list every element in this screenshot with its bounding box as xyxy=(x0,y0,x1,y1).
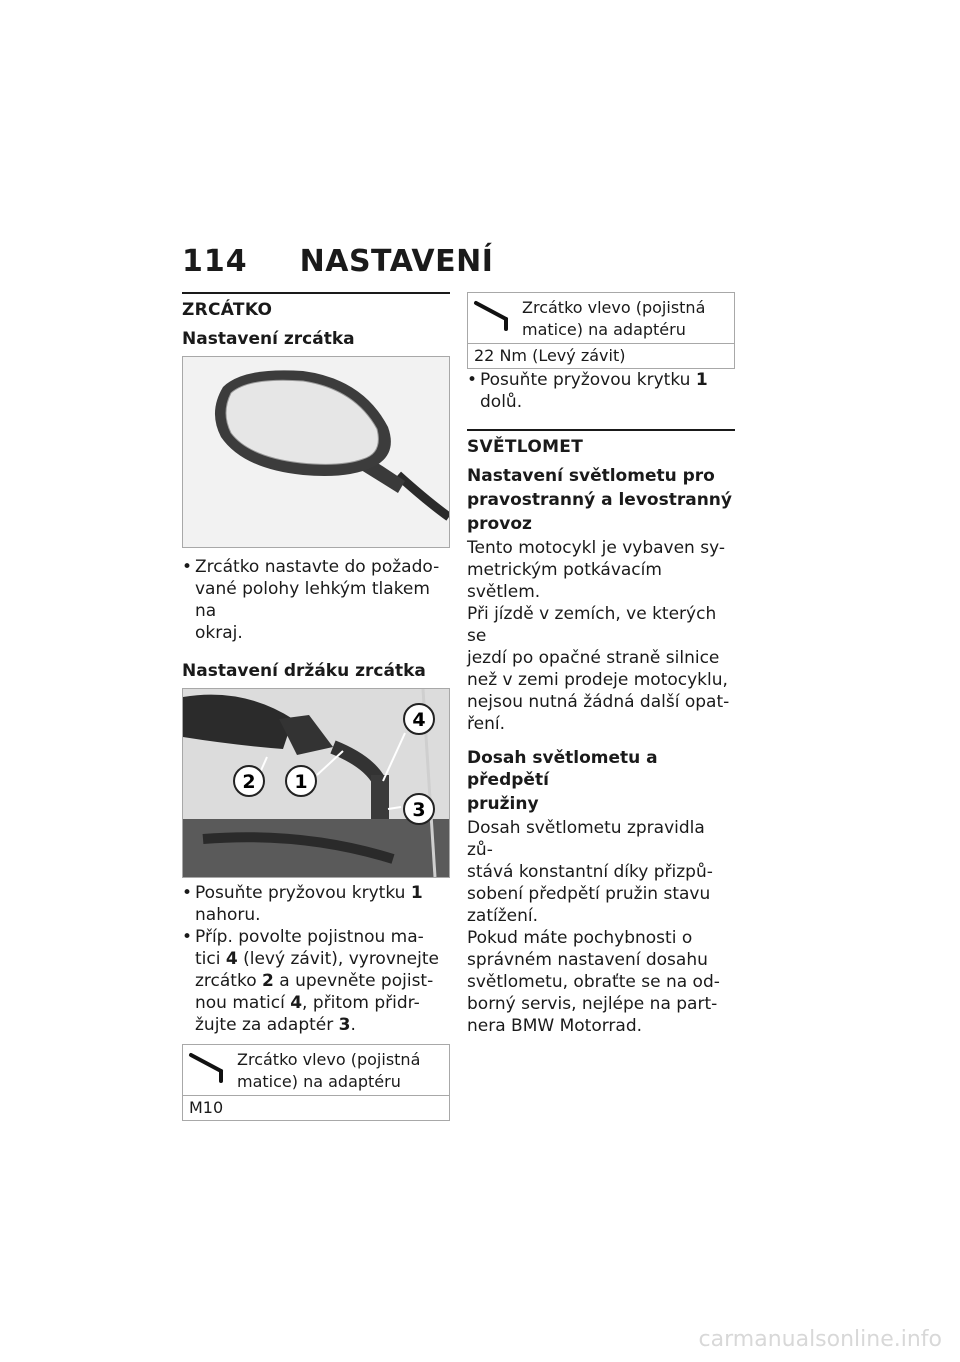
torque-spec-label: Zrcátko vlevo (pojistná matice) na adaptéru xyxy=(237,1050,421,1091)
text-line: ření. xyxy=(467,714,505,734)
bullet-text-line: Posuňte pryžovou krytku 1 xyxy=(480,370,708,390)
subheading-headlight-traffic xyxy=(467,465,735,535)
text-line: nera BMW Motorrad. xyxy=(467,1016,643,1036)
svg-text:4: 4 xyxy=(412,709,426,731)
text-line: Při jízdě v zemích, ve kterých se xyxy=(467,604,717,646)
figure-mirror xyxy=(182,356,450,548)
bullet-text-line: dolů. xyxy=(480,392,523,412)
torque-spec-box-left xyxy=(182,1044,450,1121)
torque-wrench-icon xyxy=(472,297,522,341)
bullet-text-line: tici 4 (levý závit), vyrovnejte xyxy=(195,949,439,969)
paragraph-contact-service xyxy=(467,927,735,1037)
text-line: světlometu, obraťte se na od- xyxy=(467,972,720,992)
subheading-line: Nastavení světlometu pro xyxy=(467,466,715,486)
bullet-text-line: žujte za adaptér 3. xyxy=(195,1015,356,1035)
page-header xyxy=(182,244,493,279)
text-line: nejsou nutná žádná další opat- xyxy=(467,692,730,712)
subheading-line: provoz xyxy=(467,514,532,534)
text-line: správném nastavení dosahu xyxy=(467,950,708,970)
subheading-line: pružiny xyxy=(467,794,539,814)
subheading-mirror-adjust: Nastavení zrcátka xyxy=(182,329,355,349)
section-title-headlight: SVĚTLOMET xyxy=(467,437,584,457)
text-line: zatížení. xyxy=(467,906,539,926)
section-mirror xyxy=(182,292,450,320)
subheading-mirror-holder: Nastavení držáku zrcátka xyxy=(182,661,426,681)
paragraph-symmetric-beam xyxy=(467,537,735,735)
figure-mirror-holder xyxy=(182,688,450,878)
callout-1 xyxy=(286,766,316,796)
torque-spec-value: 22 Nm (Levý závit) xyxy=(468,343,734,368)
callout-3 xyxy=(404,794,434,824)
right-column xyxy=(467,292,735,1037)
bullet-loosen-nut: • Příp. povolte pojistnou ma- tici 4 (levý závit), vyrovnejte zrcátko 2 a upevněte pojist- nou maticí 4, přitom přidr- žujte za adaptér 3. xyxy=(182,927,439,1035)
callout-4 xyxy=(404,704,434,734)
bullet-text-line: zrcátko 2 a upevněte pojist- xyxy=(195,971,434,991)
svg-text:2: 2 xyxy=(242,771,256,793)
mirror-holder-illustration xyxy=(183,689,449,877)
subheading-line: Dosah světlometu a předpětí xyxy=(467,748,658,790)
bullet-text-line: nahoru. xyxy=(195,905,261,925)
subheading-headlight-range xyxy=(467,747,735,815)
svg-text:1: 1 xyxy=(294,771,308,793)
bullet-text-line: Příp. povolte pojistnou ma- xyxy=(195,927,424,947)
text-line: jezdí po opačné straně silnice xyxy=(467,648,720,668)
text-line: Pokud máte pochybnosti o xyxy=(467,928,693,948)
section-title-mirror: ZRCÁTKO xyxy=(182,300,273,320)
text-line: Tento motocykl je vybaven sy- xyxy=(467,538,725,558)
left-column xyxy=(182,292,450,1121)
bullet-text-line: Posuňte pryžovou krytku 1 xyxy=(195,883,423,903)
text-line: borný servis, nejlépe na part- xyxy=(467,994,718,1014)
callout-2 xyxy=(234,766,264,796)
bullet-slide-cap-down: • Posuňte pryžovou krytku 1 dolů. xyxy=(467,370,708,412)
text-line: stává konstantní díky přizpů- xyxy=(467,862,713,882)
bullet-text-line: okraj. xyxy=(195,623,243,643)
torque-spec-label: Zrcátko vlevo (pojistná matice) na adaptéru xyxy=(522,298,706,339)
text-line: sobení předpětí pružin stavu xyxy=(467,884,711,904)
mirror-illustration xyxy=(183,357,449,547)
bullet-text-line: vané polohy lehkým tlakem na xyxy=(195,579,430,621)
bullet-text-line: nou maticí 4, přitom přidr- xyxy=(195,993,420,1013)
svg-text:3: 3 xyxy=(412,799,426,821)
subheading-line: pravostranný a levostranný xyxy=(467,490,732,510)
section-headlight xyxy=(467,429,735,457)
bullet-text-line: Zrcátko nastavte do požado- xyxy=(195,557,440,577)
torque-spec-value: M10 xyxy=(183,1095,449,1120)
text-line: metrickým potkávacím světlem. xyxy=(467,560,662,602)
watermark: carmanualsonline.info xyxy=(698,1327,942,1352)
text-line: Dosah světlometu zpravidla zů- xyxy=(467,818,705,860)
page-number: 114 xyxy=(182,244,248,279)
torque-spec-box-right xyxy=(467,292,735,369)
paragraph-range-constant xyxy=(467,817,735,927)
bullet-mirror-adjust: • Zrcátko nastavte do požado- vané polohy lehkým tlakem na okraj. xyxy=(182,556,450,644)
chapter-title: NASTAVENÍ xyxy=(299,244,494,279)
torque-wrench-icon xyxy=(187,1049,237,1093)
bullet-slide-cap-up: • Posuňte pryžovou krytku 1 nahoru. xyxy=(182,883,423,925)
text-line: než v zemi prodeje motocyklu, xyxy=(467,670,728,690)
